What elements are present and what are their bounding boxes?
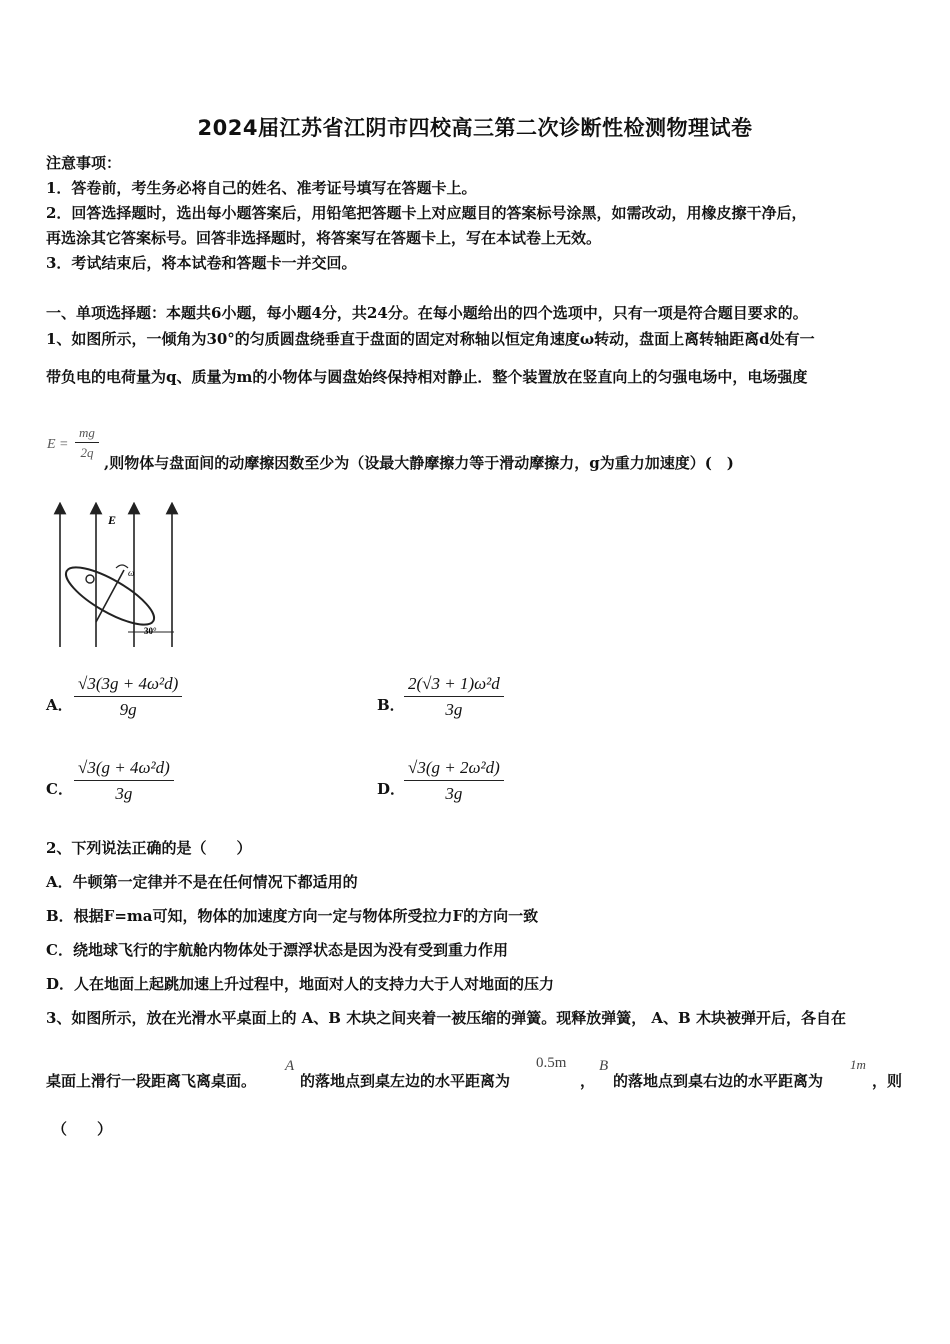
field-label: E [108,513,117,527]
option-b-num: 2(√3 + 1)ω²d [404,672,504,697]
angle-label: 30° [144,626,157,636]
small-object [86,575,94,583]
option-d-fraction[interactable] [404,756,504,807]
q3-stem-line3: （ ） [52,1120,113,1138]
q2-stem: 2、下列说法正确的是（ ） [46,839,252,857]
notice-item: 1．答卷前，考生务必将自己的姓名、准考证号填写在答题卡上。 [46,179,477,197]
option-c-num: √3(g + 4ω²d) [74,756,174,781]
q1-stem-line3: ,则物体与盘面间的动摩擦因数至少为（设最大静摩擦力等于滑动摩擦力，g为重力加速度）( ) [104,454,734,472]
option-b-label[interactable]: B． [377,696,405,714]
option-b-fraction[interactable] [404,672,504,723]
omega-label: ω [128,568,135,578]
q1-formula-num: mg [75,424,99,443]
q3-value-b: 1m [850,1057,866,1072]
q2-option-d[interactable]: D．人在地面上起跳加速上升过程中，地面对人的支持力大于人对地面的压力 [46,975,555,993]
q2-option-a[interactable]: A．牛顿第一定律并不是在任何情况下都适用的 [46,873,358,891]
q1-formula-lhs: E = [47,437,69,452]
q3-stem-line2d: 的落地点到桌右边的水平距离为 [613,1072,824,1090]
option-d-label[interactable]: D． [377,780,406,798]
option-a-num: √3(3g + 4ω²d) [74,672,182,697]
q3-symbol-a: A [285,1058,295,1074]
option-d-den: 3g [445,784,463,803]
option-a-fraction[interactable] [74,672,182,723]
q3-value-a: 0.5m [536,1055,567,1071]
q3-stem-line1: 3、如图所示，放在光滑水平桌面上的 A、B 木块之间夹着一被压缩的弹簧。现释放弹簧， A、B 木块被弹开后，各自在 [46,1009,846,1027]
q1-stem-line1: 1、如图所示，一倾角为30°的匀质圆盘绕垂直于盘面的固定对称轴以恒定角速度ω转动，盘面上离转轴距离d处有一 [46,330,815,348]
q2-option-b[interactable]: B．根据F=ma可知，物体的加速度方向一定与物体所受拉力F的方向一致 [46,907,539,925]
notice-item: 再选涂其它答案标号。回答非选择题时，将答案写在答题卡上，写在本试卷上无效。 [46,229,602,247]
q3-stem-line2e: ，则 [872,1072,903,1090]
rotation-arrow [116,565,128,568]
q1-formula-den: 2q [80,445,94,460]
option-a-den: 9g [119,700,137,719]
q1-stem-line2: 带负电的电荷量为q、质量为m的小物体与圆盘始终保持相对静止．整个装置放在竖直向上的匀强电场中，电场强度 [46,368,808,386]
option-c-den: 3g [115,784,133,803]
notice-heading: 注意事项： [46,154,122,172]
q3-stem-line2c: ， [580,1072,596,1090]
q1-formula-fraction [75,424,99,463]
option-d-num: √3(g + 2ω²d) [404,756,504,781]
option-c-fraction[interactable] [74,756,174,807]
q1-figure [48,502,188,652]
option-b-den: 3g [445,700,463,719]
q2-option-c[interactable]: C．绕地球飞行的宇航舱内物体处于漂浮状态是因为没有受到重力作用 [46,941,508,959]
section-heading: 一、单项选择题：本题共6小题，每小题4分，共24分。在每小题给出的四个选项中，只有一项是符合题目要求的。 [46,304,808,322]
q3-symbol-b: B [599,1058,609,1074]
notice-item: 2．回答选择题时，选出每小题答案后，用铅笔把答题卡上对应题目的答案标号涂黑，如需改动，用橡皮擦干净后， [46,204,807,222]
page-title: 2024届江苏省江阴市四校高三第二次诊断性检测物理试卷 [197,116,753,140]
option-a-label[interactable]: A． [46,696,73,714]
q3-stem-line2a: 桌面上滑行一段距离飞离桌面。 [46,1072,257,1090]
q3-stem-line2b: 的落地点到桌左边的水平距离为 [300,1072,511,1090]
notice-item: 3．考试结束后，将本试卷和答题卡一并交回。 [46,254,357,272]
option-c-label[interactable]: C． [46,780,73,798]
